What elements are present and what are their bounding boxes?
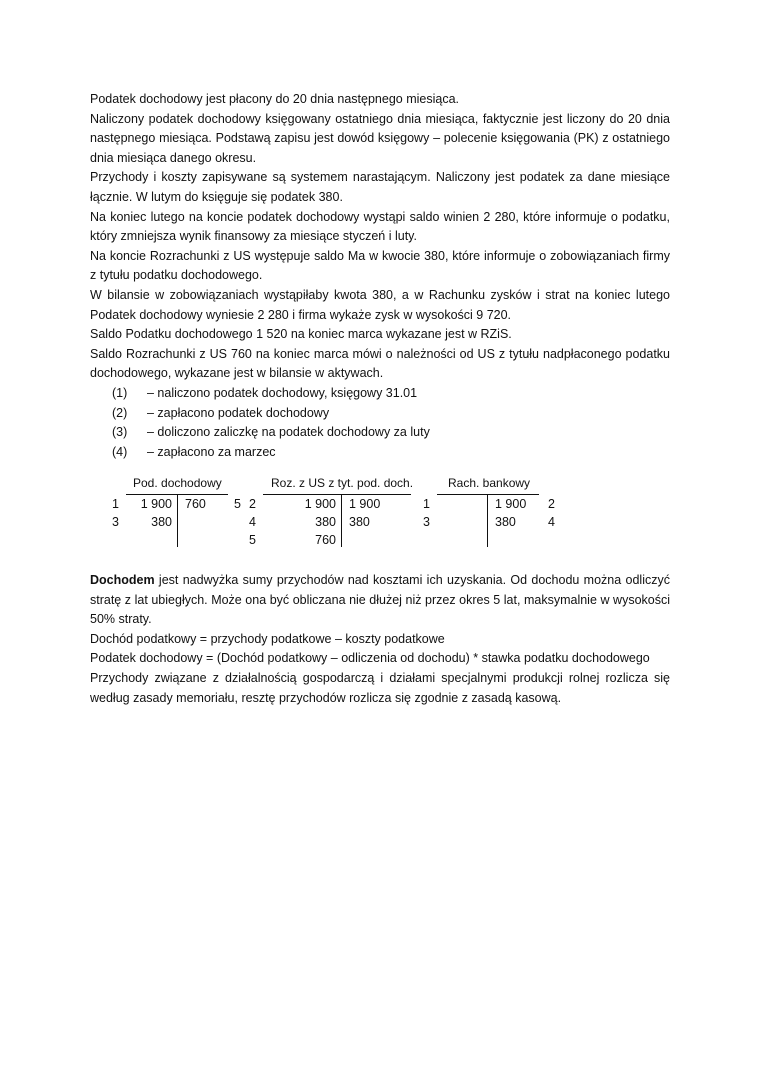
list-text: – zapłacono za marzec xyxy=(147,444,276,459)
account-title: Pod. dochodowy xyxy=(133,476,222,490)
list-text: – naliczono podatek dochodowy, księgowy 31.01 xyxy=(147,385,418,400)
paragraph xyxy=(90,571,670,630)
list-number: (1) xyxy=(112,385,128,400)
list-number: (3) xyxy=(112,425,128,440)
account-amount: 1 900 xyxy=(495,497,527,511)
account-title: Rach. bankowy xyxy=(448,476,531,490)
account-amount: 380 xyxy=(151,515,172,529)
account-ref: 2 xyxy=(249,497,256,511)
paragraph: W bilansie w zobowiązaniach wystąpiłaby kwota 380, a w Rachunku zysków i strat na koniec lutego Podatek dochodowy wyniesie 2 280 i firma wykaże zysk w wysokości 9 720. xyxy=(90,287,670,322)
account-amount: 760 xyxy=(315,533,336,547)
account-title: Roz. z US z tyt. pod. doch. xyxy=(271,476,414,490)
account-mid-line xyxy=(177,494,178,547)
account-mid-line xyxy=(487,494,488,547)
account-ref: 3 xyxy=(423,515,430,529)
account-amount: 1 900 xyxy=(140,497,172,511)
account-amount: 380 xyxy=(495,515,516,529)
paragraph: Podatek dochodowy = (Dochód podatkowy – odliczenia od dochodu) * stawka podatku dochodowego xyxy=(90,651,650,666)
account-ref: 2 xyxy=(548,497,555,511)
account-amount: 760 xyxy=(185,497,206,511)
bold-term: Dochodem xyxy=(90,573,155,587)
paragraph: Saldo Rozrachunki z US 760 na koniec marca mówi o należności od US z tytułu nadpłaconego podatku dochodowego, wykazane jest w bilansie w aktywach. xyxy=(90,346,670,381)
paragraph: Naliczony podatek dochodowy księgowany ostatniego dnia miesiąca, faktycznie jest liczony do 20 dnia następnego miesiąca. Podstawą zapisu jest dowód księgowy – polecenie księgowania (PK) z ostatniego dnia miesiąca danego okresu. xyxy=(90,111,670,165)
account-amount: 1 900 xyxy=(304,497,336,511)
paragraph: Na koncie Rozrachunki z US występuje saldo Ma w kwocie 380, które informuje o zobowiązaniach firmy z tytułu podatku dochodowego. xyxy=(90,248,670,283)
list-item xyxy=(90,443,670,463)
list-item xyxy=(90,404,670,424)
paragraph: Na koniec lutego na koncie podatek dochodowy wystąpi saldo winien 2 280, które informuje o podatku, który zmniejsza wynik finansowy za miesiące styczeń i luty. xyxy=(90,209,670,244)
paragraph: Saldo Podatku dochodowego 1 520 na koniec marca wykazane jest w RZiS. xyxy=(90,327,512,342)
paragraph: Przychody związane z działalnością gospodarczą i działami specjalnymi produkcji rolnej rozlicza się według zasady memoriału, resztę przychodów rozlicza się zgodnie z zasadą kasową. xyxy=(90,670,670,705)
list-text: – doliczono zaliczkę na podatek dochodowy za luty xyxy=(147,425,430,440)
list-item xyxy=(90,423,670,443)
account-ref: 4 xyxy=(249,515,256,529)
intro-text xyxy=(90,90,670,462)
account-top-line xyxy=(263,494,411,495)
paragraph: Dochód podatkowy = przychody podatkowe – koszty podatkowe xyxy=(90,631,445,646)
list-item xyxy=(90,384,670,404)
income-text xyxy=(90,571,670,708)
account-ref: 3 xyxy=(112,515,119,529)
list-number: (2) xyxy=(112,405,128,420)
account-ref: 1 xyxy=(423,497,430,511)
paragraph: Podatek dochodowy jest płacony do 20 dnia następnego miesiąca. xyxy=(90,92,460,106)
account-amount: 1 900 xyxy=(349,497,381,511)
account-amount: 380 xyxy=(315,515,336,529)
list-number: (4) xyxy=(112,444,128,459)
account-ref: 5 xyxy=(234,497,241,511)
account-ref: 1 xyxy=(112,497,119,511)
paragraph: Przychody i koszty zapisywane są systemem narastającym. Naliczony jest podatek za dane miesiące łącznie. W lutym do księguje się podatek 380. xyxy=(90,170,670,204)
operations-list xyxy=(90,384,670,462)
account-mid-line xyxy=(341,494,342,547)
account-ref: 4 xyxy=(548,515,555,529)
account-ref: 5 xyxy=(249,533,256,547)
paragraph-rest: jest nadwyżka sumy przychodów nad kosztami ich uzyskania. Od dochodu można odliczyć stratę z lat ubiegłych. Może ona być obliczana nie dłużej niż przez okres 5 lat, maksymalnie w wysokości 50% straty. xyxy=(90,573,670,627)
list-text: – zapłacono podatek dochodowy xyxy=(147,405,330,420)
account-amount: 380 xyxy=(349,515,370,529)
